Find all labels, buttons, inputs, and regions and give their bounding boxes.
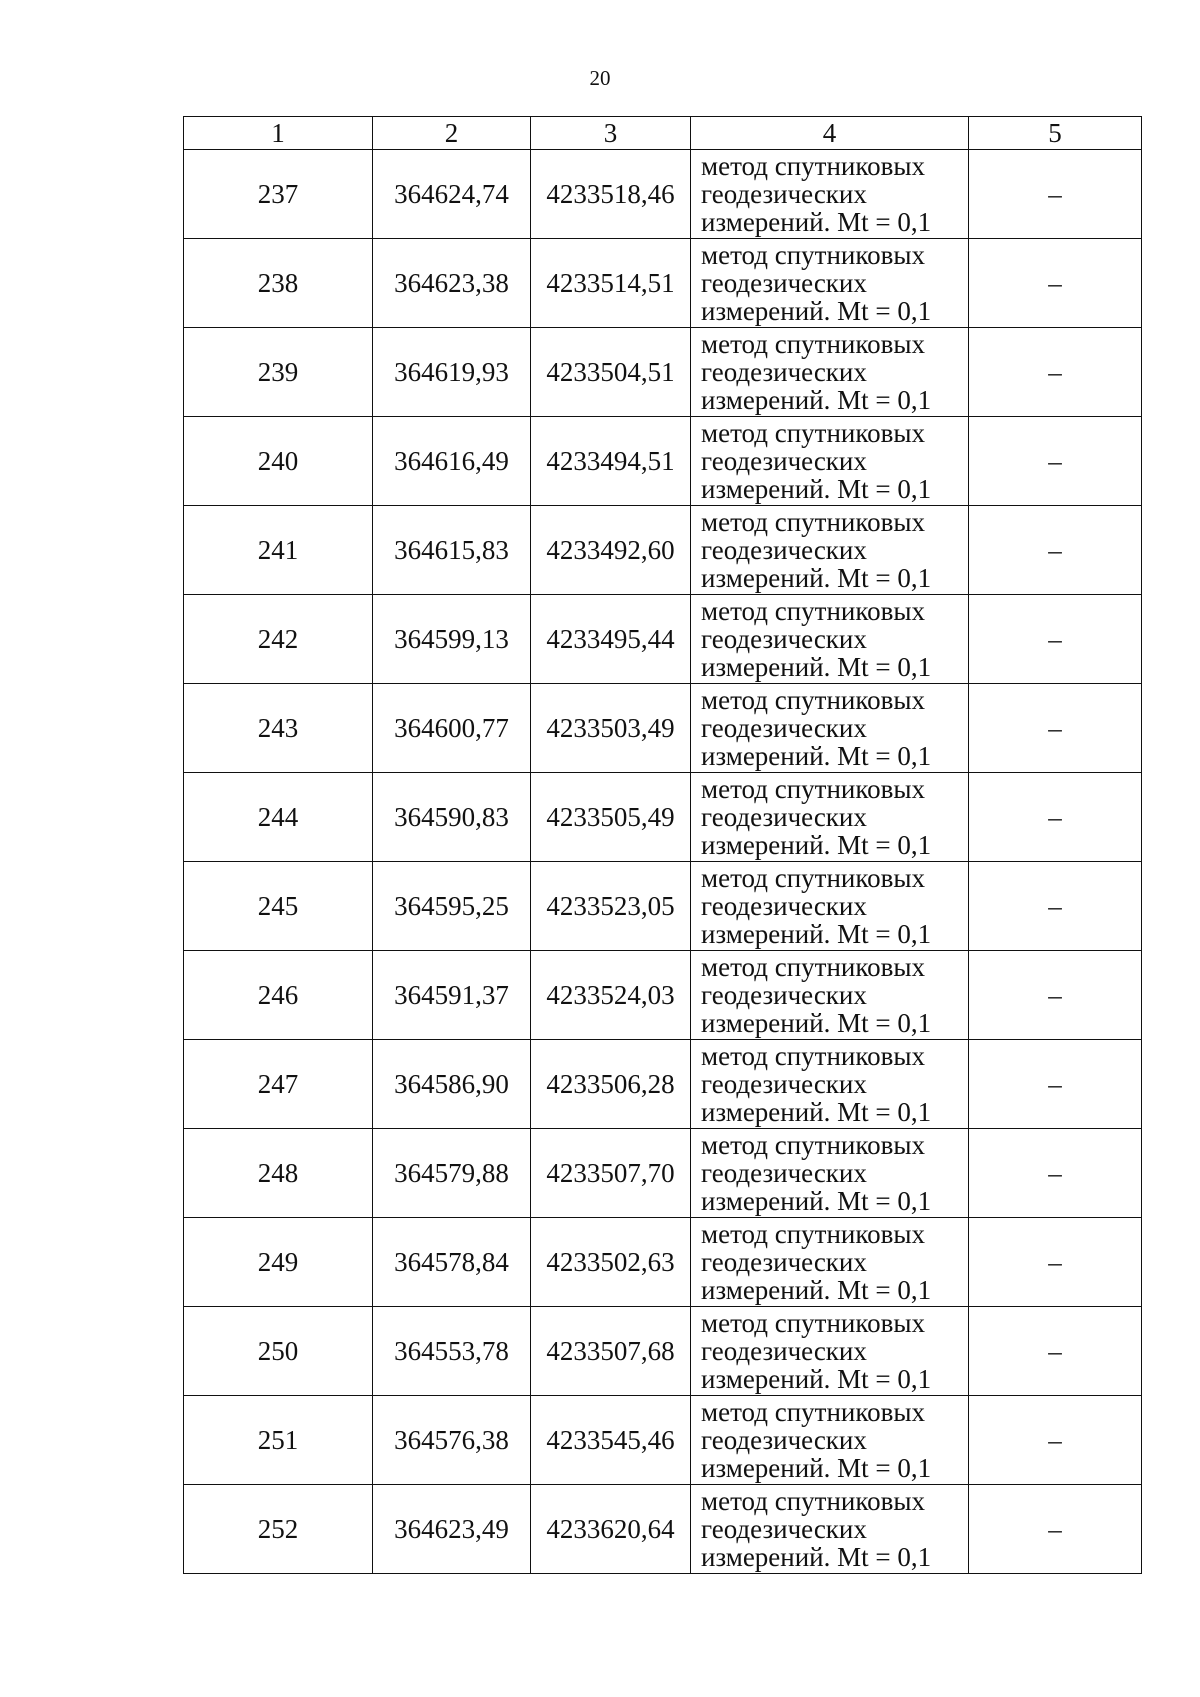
y-coordinate-cell: 4233494,51 bbox=[531, 417, 691, 506]
method-text-line: метод спутниковых bbox=[701, 418, 925, 448]
x-coordinate-cell: 364599,13 bbox=[373, 595, 531, 684]
method-text-line: геодезических bbox=[701, 1425, 867, 1455]
note-cell: – bbox=[969, 1040, 1142, 1129]
table-row bbox=[184, 684, 1142, 773]
x-coordinate-cell: 364619,93 bbox=[373, 328, 531, 417]
point-cell: 238 bbox=[184, 239, 373, 328]
note-cell: – bbox=[969, 1485, 1142, 1574]
y-coordinate-cell: 4233518,46 bbox=[531, 150, 691, 239]
method-cell bbox=[691, 684, 969, 773]
note-cell: – bbox=[969, 1307, 1142, 1396]
note-cell: – bbox=[969, 1129, 1142, 1218]
x-coordinate-cell: 364615,83 bbox=[373, 506, 531, 595]
y-coordinate-cell: 4233495,44 bbox=[531, 595, 691, 684]
method-text-line: измерений. Mt = 0,1 bbox=[701, 296, 932, 326]
point-cell: 244 bbox=[184, 773, 373, 862]
table-row bbox=[184, 506, 1142, 595]
x-coordinate-cell: 364616,49 bbox=[373, 417, 531, 506]
y-coordinate-cell: 4233492,60 bbox=[531, 506, 691, 595]
method-text-line: измерений. Mt = 0,1 bbox=[701, 1008, 932, 1038]
y-coordinate-cell: 4233545,46 bbox=[531, 1396, 691, 1485]
method-text-line: измерений. Mt = 0,1 bbox=[701, 385, 932, 415]
method-text-line: измерений. Mt = 0,1 bbox=[701, 652, 932, 682]
point-cell: 240 bbox=[184, 417, 373, 506]
x-coordinate-cell: 364600,77 bbox=[373, 684, 531, 773]
method-text-line: геодезических bbox=[701, 802, 867, 832]
y-coordinate-cell: 4233507,68 bbox=[531, 1307, 691, 1396]
method-text-line: геодезических bbox=[701, 535, 867, 565]
method-text-line: измерений. Mt = 0,1 bbox=[701, 563, 932, 593]
method-text-line: геодезических bbox=[701, 1514, 867, 1544]
x-coordinate-cell: 364579,88 bbox=[373, 1129, 531, 1218]
x-coordinate-cell: 364591,37 bbox=[373, 951, 531, 1040]
x-coordinate-cell: 364586,90 bbox=[373, 1040, 531, 1129]
method-text-line: метод спутниковых bbox=[701, 863, 925, 893]
method-text-line: метод спутниковых bbox=[701, 774, 925, 804]
point-cell: 251 bbox=[184, 1396, 373, 1485]
y-coordinate-cell: 4233620,64 bbox=[531, 1485, 691, 1574]
table-row bbox=[184, 417, 1142, 506]
note-cell: – bbox=[969, 684, 1142, 773]
y-coordinate-cell: 4233507,70 bbox=[531, 1129, 691, 1218]
header-col-4: 4 bbox=[691, 117, 969, 150]
method-text-line: метод спутниковых bbox=[701, 507, 925, 537]
method-text-line: геодезических bbox=[701, 980, 867, 1010]
method-text-line: метод спутниковых bbox=[701, 1397, 925, 1427]
y-coordinate-cell: 4233505,49 bbox=[531, 773, 691, 862]
note-cell: – bbox=[969, 328, 1142, 417]
point-cell: 241 bbox=[184, 506, 373, 595]
method-text-line: измерений. Mt = 0,1 bbox=[701, 1275, 932, 1305]
y-coordinate-cell: 4233506,28 bbox=[531, 1040, 691, 1129]
note-cell: – bbox=[969, 1218, 1142, 1307]
method-text-line: измерений. Mt = 0,1 bbox=[701, 1097, 932, 1127]
method-cell bbox=[691, 1218, 969, 1307]
method-text-line: измерений. Mt = 0,1 bbox=[701, 1453, 932, 1483]
method-cell bbox=[691, 1396, 969, 1485]
table-body bbox=[184, 150, 1142, 1574]
method-text-line: геодезических bbox=[701, 357, 867, 387]
table-row bbox=[184, 1396, 1142, 1485]
note-cell: – bbox=[969, 1396, 1142, 1485]
x-coordinate-cell: 364595,25 bbox=[373, 862, 531, 951]
method-text-line: измерений. Mt = 0,1 bbox=[701, 1542, 932, 1572]
table-row bbox=[184, 1485, 1142, 1574]
method-cell bbox=[691, 328, 969, 417]
method-text-line: геодезических bbox=[701, 1069, 867, 1099]
table-row bbox=[184, 1040, 1142, 1129]
page-number: 20 bbox=[589, 66, 611, 90]
method-text-line: метод спутниковых bbox=[701, 329, 925, 359]
table-row bbox=[184, 1129, 1142, 1218]
table-header bbox=[184, 117, 1142, 150]
method-cell bbox=[691, 506, 969, 595]
point-cell: 246 bbox=[184, 951, 373, 1040]
method-text-line: геодезических bbox=[701, 1158, 867, 1188]
x-coordinate-cell: 364623,49 bbox=[373, 1485, 531, 1574]
method-text-line: метод спутниковых bbox=[701, 596, 925, 626]
method-text-line: измерений. Mt = 0,1 bbox=[701, 741, 932, 771]
y-coordinate-cell: 4233523,05 bbox=[531, 862, 691, 951]
x-coordinate-cell: 364553,78 bbox=[373, 1307, 531, 1396]
table-row bbox=[184, 239, 1142, 328]
y-coordinate-cell: 4233503,49 bbox=[531, 684, 691, 773]
method-text-line: измерений. Mt = 0,1 bbox=[701, 474, 932, 504]
note-cell: – bbox=[969, 239, 1142, 328]
note-cell: – bbox=[969, 595, 1142, 684]
method-cell bbox=[691, 951, 969, 1040]
method-text-line: метод спутниковых bbox=[701, 151, 925, 181]
x-coordinate-cell: 364623,38 bbox=[373, 239, 531, 328]
x-coordinate-cell: 364578,84 bbox=[373, 1218, 531, 1307]
header-row bbox=[184, 117, 1142, 150]
table-row bbox=[184, 595, 1142, 684]
method-cell bbox=[691, 1485, 969, 1574]
x-coordinate-cell: 364624,74 bbox=[373, 150, 531, 239]
method-text-line: измерений. Mt = 0,1 bbox=[701, 1364, 932, 1394]
note-cell: – bbox=[969, 951, 1142, 1040]
note-cell: – bbox=[969, 417, 1142, 506]
method-text-line: геодезических bbox=[701, 268, 867, 298]
method-text-line: метод спутниковых bbox=[701, 1308, 925, 1338]
method-cell bbox=[691, 1129, 969, 1218]
x-coordinate-cell: 364576,38 bbox=[373, 1396, 531, 1485]
point-cell: 249 bbox=[184, 1218, 373, 1307]
method-text-line: геодезических bbox=[701, 446, 867, 476]
y-coordinate-cell: 4233524,03 bbox=[531, 951, 691, 1040]
y-coordinate-cell: 4233502,63 bbox=[531, 1218, 691, 1307]
header-col-2: 2 bbox=[373, 117, 531, 150]
header-col-1: 1 bbox=[184, 117, 373, 150]
method-cell bbox=[691, 417, 969, 506]
method-text-line: метод спутниковых bbox=[701, 1041, 925, 1071]
point-cell: 242 bbox=[184, 595, 373, 684]
method-cell bbox=[691, 862, 969, 951]
point-cell: 243 bbox=[184, 684, 373, 773]
header-col-5: 5 bbox=[969, 117, 1142, 150]
method-text-line: геодезических bbox=[701, 1247, 867, 1277]
method-text-line: геодезических bbox=[701, 713, 867, 743]
method-cell bbox=[691, 1040, 969, 1129]
method-text-line: метод спутниковых bbox=[701, 1486, 925, 1516]
point-cell: 245 bbox=[184, 862, 373, 951]
table-row bbox=[184, 150, 1142, 239]
method-cell bbox=[691, 1307, 969, 1396]
table-row bbox=[184, 1218, 1142, 1307]
method-text-line: геодезических bbox=[701, 624, 867, 654]
x-coordinate-cell: 364590,83 bbox=[373, 773, 531, 862]
method-cell bbox=[691, 595, 969, 684]
point-cell: 239 bbox=[184, 328, 373, 417]
y-coordinate-cell: 4233504,51 bbox=[531, 328, 691, 417]
table-row bbox=[184, 773, 1142, 862]
method-text-line: метод спутниковых bbox=[701, 952, 925, 982]
table-row bbox=[184, 328, 1142, 417]
method-text-line: измерений. Mt = 0,1 bbox=[701, 1186, 932, 1216]
note-cell: – bbox=[969, 506, 1142, 595]
method-text-line: метод спутниковых bbox=[701, 1219, 925, 1249]
header-col-3: 3 bbox=[531, 117, 691, 150]
point-cell: 247 bbox=[184, 1040, 373, 1129]
method-text-line: измерений. Mt = 0,1 bbox=[701, 830, 932, 860]
method-cell bbox=[691, 773, 969, 862]
point-cell: 252 bbox=[184, 1485, 373, 1574]
y-coordinate-cell: 4233514,51 bbox=[531, 239, 691, 328]
table-row bbox=[184, 951, 1142, 1040]
note-cell: – bbox=[969, 862, 1142, 951]
table-row bbox=[184, 1307, 1142, 1396]
method-cell bbox=[691, 150, 969, 239]
method-text-line: измерений. Mt = 0,1 bbox=[701, 919, 932, 949]
point-cell: 248 bbox=[184, 1129, 373, 1218]
method-text-line: измерений. Mt = 0,1 bbox=[701, 207, 932, 237]
method-text-line: метод спутниковых bbox=[701, 1130, 925, 1160]
method-text-line: геодезических bbox=[701, 179, 867, 209]
note-cell: – bbox=[969, 150, 1142, 239]
coordinates-table bbox=[183, 116, 1142, 1574]
note-cell: – bbox=[969, 773, 1142, 862]
method-text-line: метод спутниковых bbox=[701, 685, 925, 715]
method-text-line: метод спутниковых bbox=[701, 240, 925, 270]
point-cell: 237 bbox=[184, 150, 373, 239]
method-cell bbox=[691, 239, 969, 328]
method-text-line: геодезических bbox=[701, 891, 867, 921]
table-row bbox=[184, 862, 1142, 951]
point-cell: 250 bbox=[184, 1307, 373, 1396]
method-text-line: геодезических bbox=[701, 1336, 867, 1366]
